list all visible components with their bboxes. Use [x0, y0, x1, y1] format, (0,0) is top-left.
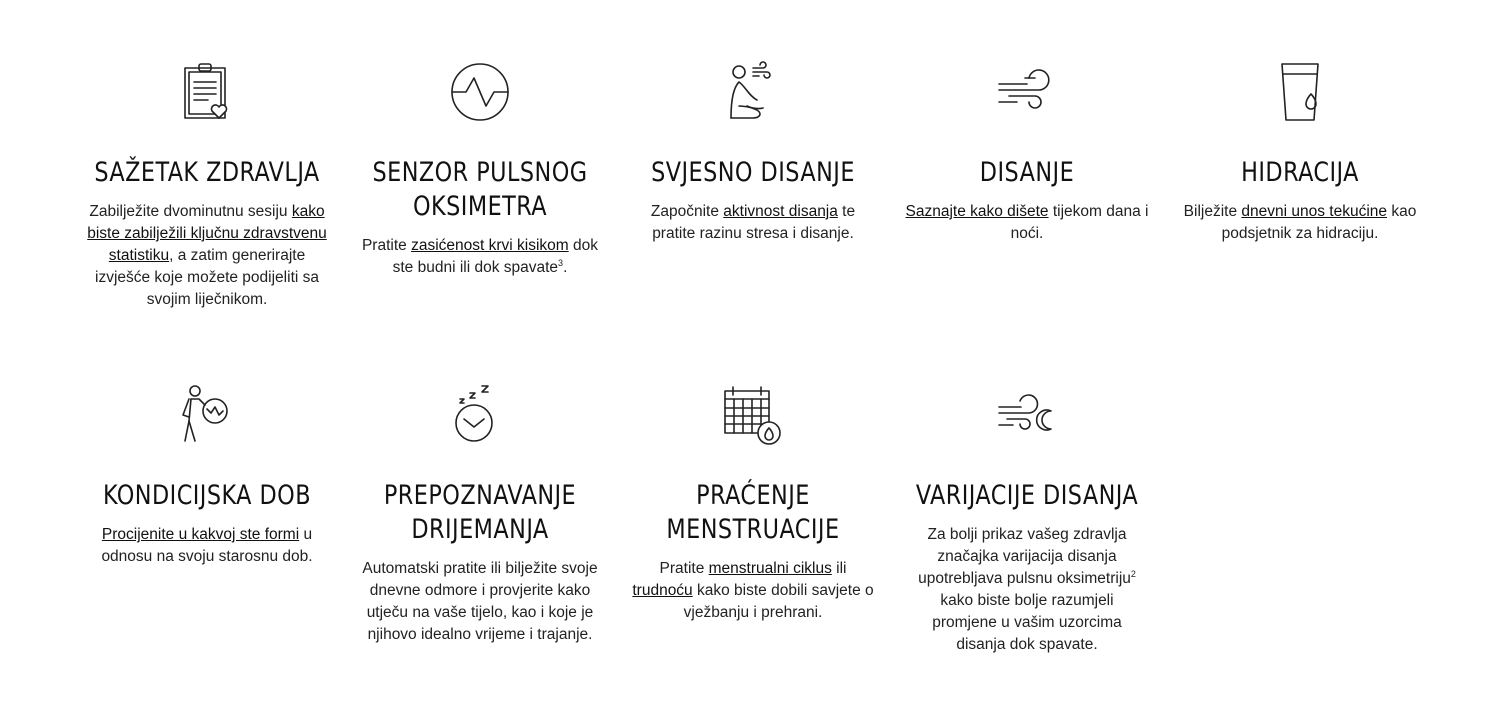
feature-title: PREPOZNAVANJE DRIJEMANJA [383, 480, 577, 545]
feature-description: Pratite menstrualni ciklus ili trudnoću kako biste dobili savjete o vježbanju i prehrani. [632, 560, 874, 621]
meditation-icon [721, 60, 785, 124]
feature-breathing-variations [902, 383, 1152, 656]
breathwork-link[interactable]: aktivnost disanja [723, 203, 838, 220]
fitness-age-link[interactable]: Procijenite u kakvoj ste formi [101, 526, 300, 543]
respiration-link[interactable]: Saznajte kako dišete [905, 203, 1049, 220]
pregnancy-link[interactable]: trudnoću [632, 582, 693, 599]
feature-pulse-ox [355, 60, 605, 279]
feature-description: Automatski pratite ili bilježite svoje dnevne odmore i provjerite kako utječu na vaše tijelo, kao i koje je njihovo idealno vrijeme i trajanje. [362, 560, 598, 643]
feature-respiration [902, 60, 1152, 245]
health-snapshot-link[interactable]: kako biste zabilježili ključnu zdravstvenu statistiku [87, 203, 327, 264]
feature-title: HIDRACIJA [1241, 157, 1359, 188]
wind-moon-icon [995, 383, 1059, 447]
feature-hydration [1175, 60, 1425, 245]
feature-title: PRAĆENJE MENSTRUACIJE [666, 480, 840, 545]
feature-title: SVJESNO DISANJE [651, 157, 855, 188]
feature-nap-detection [355, 383, 605, 646]
feature-description: Započnite aktivnost disanja te pratite razinu stresa i disanje. [650, 203, 856, 242]
blood-oxygen-link[interactable]: zasićenost krvi kisikom [411, 237, 569, 254]
feature-mindful-breathing [628, 60, 878, 245]
feature-title: DISANJE [979, 157, 1075, 188]
calendar-drop-icon [721, 383, 785, 447]
feature-title: SAŽETAK ZDRAVLJA [94, 157, 320, 188]
hydration-link[interactable]: dnevni unos tekućine [1241, 203, 1388, 220]
feature-title: SENZOR PULSNOG OKSIMETRA [372, 157, 588, 222]
feature-description: Pratite zasićenost krvi kisikom dok ste budni ili dok spavate$^3$. [361, 237, 599, 276]
pulse-oximeter-icon [448, 60, 512, 124]
feature-title: KONDICIJSKA DOB [102, 480, 311, 511]
fitness-age-icon [175, 383, 239, 447]
feature-description: Saznajte kako dišete tijekom dana i noći. [905, 203, 1149, 242]
wind-icon [995, 60, 1059, 124]
feature-fitness-age [82, 383, 332, 568]
feature-menstrual-tracking [628, 383, 878, 624]
feature-description: Procijenite u kakvoj ste formi u odnosu na svoju starosnu dob. [101, 526, 313, 565]
feature-health-snapshot [82, 60, 332, 311]
feature-description: Bilježite dnevni unos tekućine kao podsjetnik za hidraciju. [1183, 203, 1417, 242]
feature-description: Zabilježite dvominutnu sesiju kako biste zabilježili ključnu zdravstvenu statistiku, a zatim generirajte izvješće koje možete podijeliti sa svojim liječnikom. [87, 203, 327, 308]
clipboard-heart-icon [175, 60, 239, 124]
menstrual-cycle-link[interactable]: menstrualni ciklus [708, 560, 832, 577]
feature-description: Za bolji prikaz vašeg zdravlja značajka varijacija disanja upotrebljava pulsnu oksimetriju$^2$ kako biste bolje razumjeli promjene u vašim uzorcima disanja dok spavate. [918, 526, 1136, 653]
feature-title: VARIJACIJE DISANJA [915, 480, 1139, 511]
nap-clock-icon [448, 383, 512, 447]
water-glass-icon [1268, 60, 1332, 124]
